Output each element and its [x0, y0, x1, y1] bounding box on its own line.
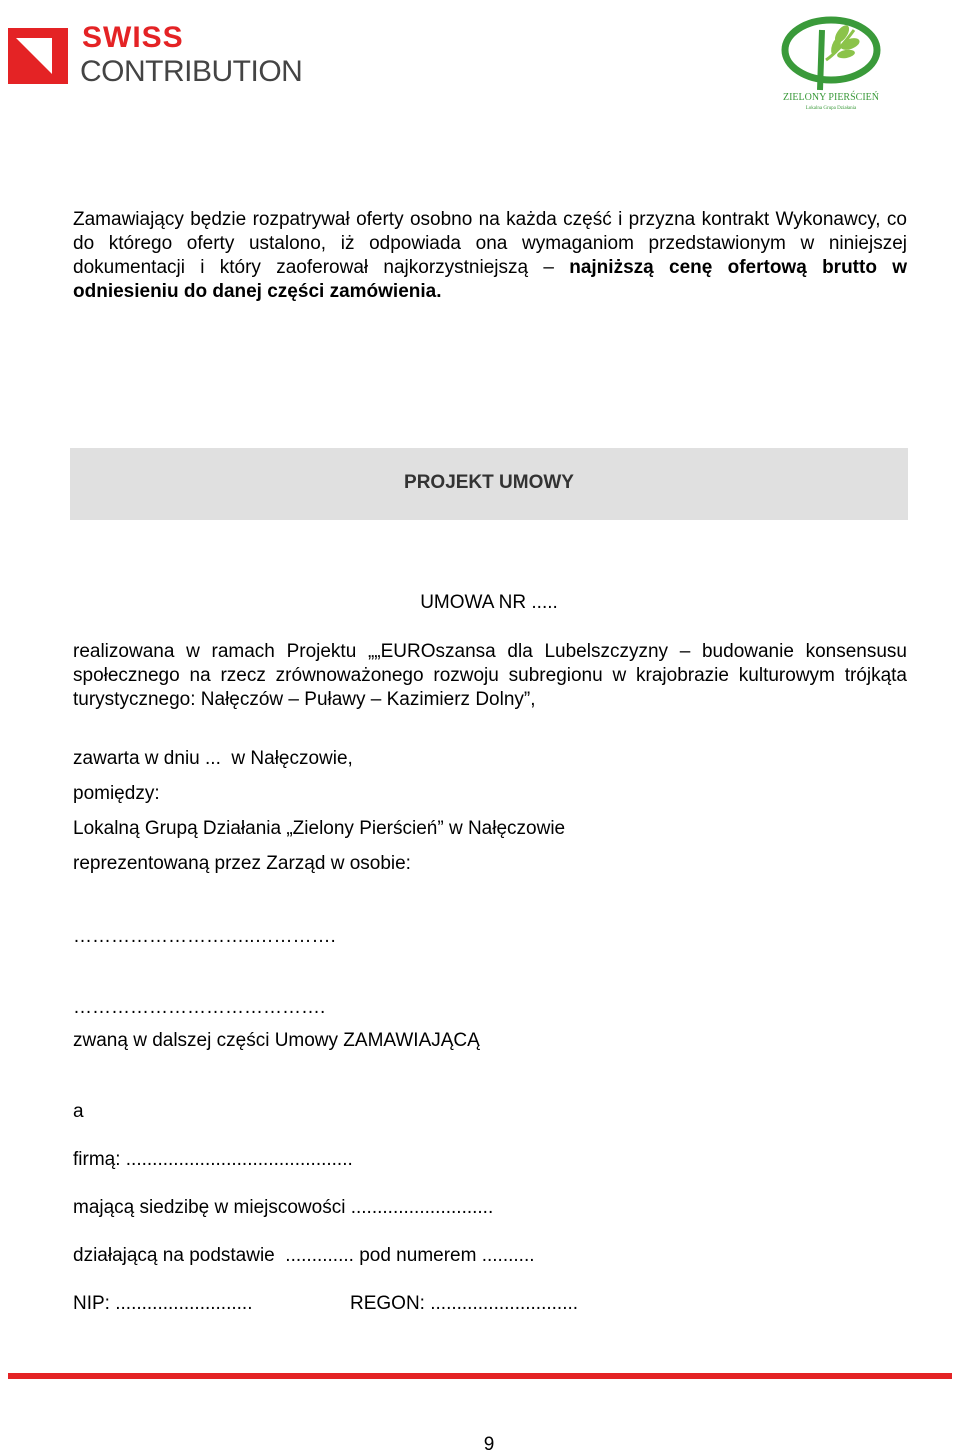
seat-line: mającą siedzibę w miejscowości ........................... — [73, 1197, 494, 1218]
zielony-pierscien-logo — [776, 12, 886, 117]
intro-text: Zamawiający będzie rozpatrywał oferty osobno na każda część i przyzna kontrakt Wykonawcy, co do którego oferty ustalono, iż odpowiada ona wymaganiom przedstawionym w niniejszej dokumentacji i który zaoferował najkorzystniejszą – — [73, 209, 907, 278]
intro-paragraph — [73, 208, 907, 304]
and-line: a — [73, 1101, 84, 1122]
agreement-number: UMOWA NR ..... — [420, 592, 558, 613]
project-paragraph: realizowana w ramach Projektu „„EUROszansa dla Lubelszczyzny – budowanie konsensusu społecznego na rzecz zrównoważonego rozwoju subregionu w krajobrazie kulturowym trójkąta turystycznego: Nałęczów – Puławy – Kazimierz Dolny”, — [73, 641, 907, 710]
called-line: zwaną w dalszej części Umowy ZAMAWIAJĄCĄ — [73, 1030, 480, 1051]
signature-dots-1: ………………………..…………. — [73, 926, 336, 947]
basis-line: działającą na podstawie ............. pod numerem .......... — [73, 1245, 535, 1266]
company-line: firmą: ........................................... — [73, 1149, 353, 1170]
party1-line: Lokalną Grupą Działania „Zielony Pierścień” w Nałęczowie — [73, 818, 566, 839]
section-title: PROJEKT UMOWY — [404, 472, 574, 493]
leaf-ring-icon — [776, 12, 886, 92]
section-title-band — [70, 448, 908, 520]
concluded-line: zawarta w dniu ... w Nałęczowie, — [73, 748, 353, 769]
intro-bold-text: najniższą cenę ofertową brutto w odniesieniu do danej części zamówienia. — [73, 257, 908, 302]
swiss-logo-line1: SWISS — [82, 21, 184, 54]
swiss-contribution-logo — [8, 22, 308, 92]
zielony-logo-name: ZIELONY PIERŚCIEŃ — [782, 92, 879, 103]
represented-line: reprezentowaną przez Zarząd w osobie: — [73, 853, 411, 874]
nip-line: NIP: .......................... — [73, 1293, 253, 1314]
zielony-logo-subtitle: Lokalna Grupa Działania — [805, 106, 857, 111]
swiss-logo-line2: CONTRIBUTION — [80, 55, 303, 88]
regon-line: REGON: ............................ — [350, 1293, 579, 1314]
footer-divider — [8, 1373, 952, 1379]
swiss-logo-mark — [8, 28, 68, 84]
page-number: 9 — [483, 1434, 495, 1455]
signature-dots-2: …………………………………. — [73, 997, 326, 1018]
between-line: pomiędzy: — [73, 783, 160, 804]
